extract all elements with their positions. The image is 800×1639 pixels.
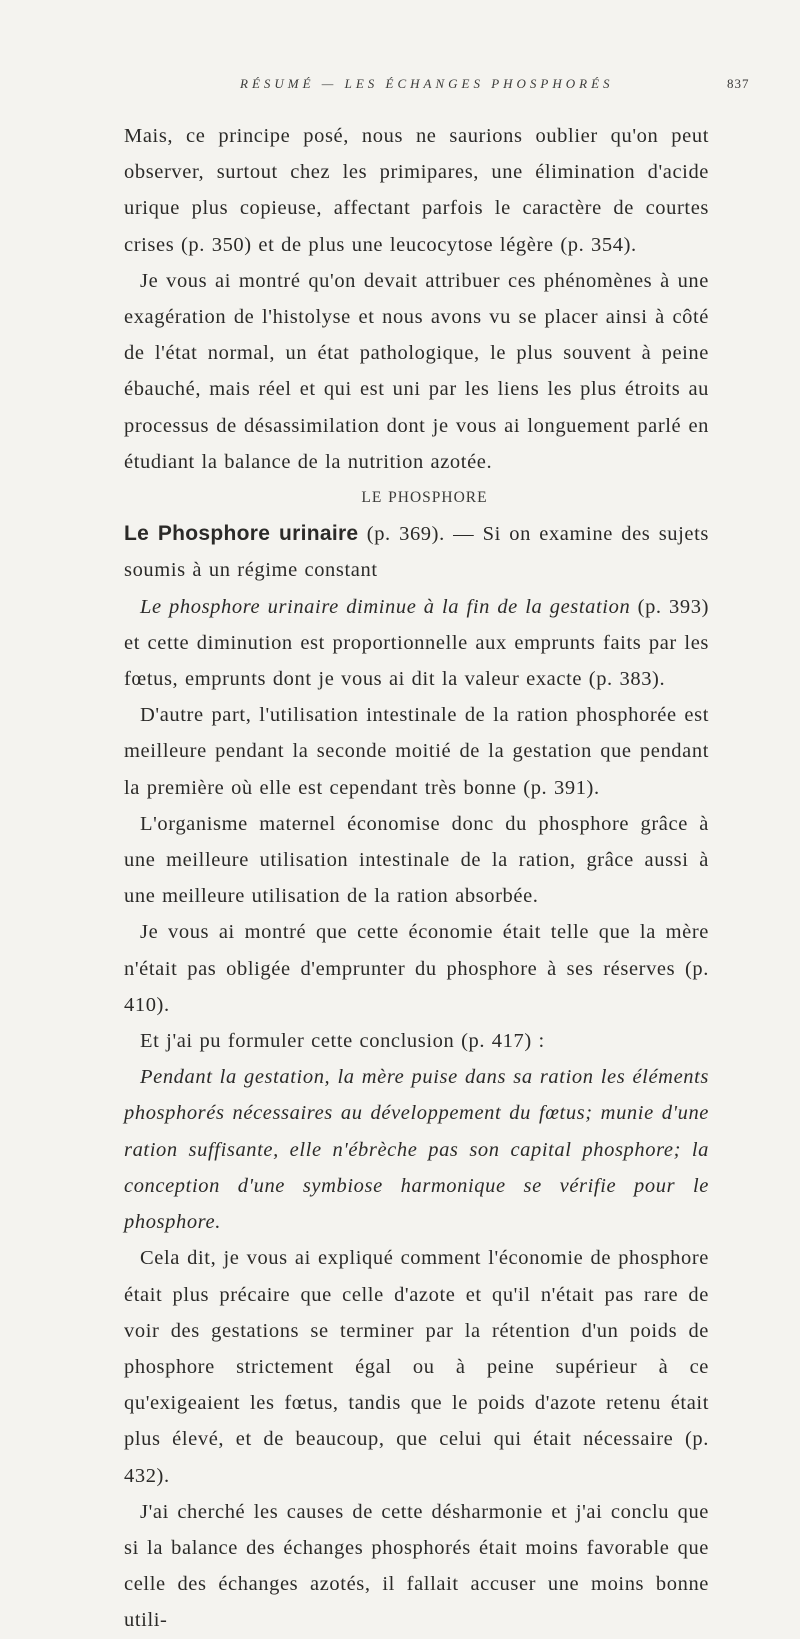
- paragraph-4: D'autre part, l'utilisation intestinale de la ration phosphorée est meilleure pendant la seconde moitié de la gestation que pendant la première où elle est cependant très bonne (p. 391).: [124, 704, 709, 799]
- subsection-heading-rest: (p. 369). — Si on examine des sujets soumis à un régime constant: [124, 523, 709, 582]
- subsection-heading: Le Phosphore urinaire: [124, 522, 359, 546]
- paragraph-1: Mais, ce principe posé, nous ne saurions oublier qu'on peut observer, surtout chez les primipares, une élimination d'acide urique plus copieuse, affectant parfois le caractère de courtes crises (p. 350) et de plus une leucocytose légère (p. 354).: [124, 125, 709, 256]
- running-title: RÉSUMÉ — LES ÉCHANGES PHOSPHORÉS: [240, 76, 614, 91]
- paragraph-6: Je vous ai montré que cette économie était telle que la mère n'était pas obligée d'emprunter du phosphore à ses réserves (p. 410).: [124, 921, 709, 1016]
- paragraph-7: Et j'ai pu formuler cette conclusion (p. 417) :: [140, 1030, 545, 1053]
- page-number: 837: [727, 76, 750, 91]
- paragraph-3: [124, 589, 709, 698]
- body-text: [124, 118, 709, 1639]
- paragraph-8-conclusion: Pendant la gestation, la mère puise dans sa ration les éléments phosphorés nécessaires au développement du fœtus; munie d'une ration suffisante, elle n'ébrèche pas son capital phosphore; la conception d'une symbiose harmonique se vérifie pour le phosphore.: [124, 1066, 709, 1234]
- subsection-intro: [124, 516, 709, 588]
- paragraph-3-italic: Le phosphore urinaire diminue à la fin de la gestation: [140, 595, 631, 618]
- paragraph-10: J'ai cherché les causes de cette désharmonie et j'ai conclu que si la balance des échanges phosphorés était moins favorable que celle des échanges azotés, il fallait accuser une moins bonne utili-: [124, 1500, 709, 1632]
- paragraph-9: Cela dit, je vous ai expliqué comment l'économie de phosphore était plus précaire que celle d'azote et qu'il n'était pas rare de voir des gestations se terminer par la rétention d'un poids de phosphore strictement égal ou à peine supérieur à ce qu'exigeaient les fœtus, tandis que le poids d'azote retenu était plus élevé, et de beaucoup, que celui qui était nécessaire (p. 432).: [124, 1247, 709, 1487]
- section-title: LE PHOSPHORE: [361, 489, 488, 507]
- paragraph-3-rest: (p. 393) et cette diminution est proportionnelle aux emprunts faits par les fœtus, emprunts dont je vous ai dit la valeur exacte (p. 383).: [124, 595, 709, 691]
- paragraph-2: Je vous ai montré qu'on devait attribuer ces phénomènes à une exagération de l'histolyse et nous avons vu se placer ainsi à côté de l'état normal, un état pathologique, le plus souvent à peine ébauché, mais réel et qui est uni par les liens les plus étroits au processus de désassimilation dont je vous ai longuement parlé en étudiant la balance de la nutrition azotée.: [124, 269, 709, 473]
- paragraph-5: L'organisme maternel économise donc du phosphore grâce à une meilleure utilisation intestinale de la ration, grâce aussi à une meilleure utilisation de la ration absorbée.: [124, 812, 709, 908]
- running-header: [0, 76, 800, 100]
